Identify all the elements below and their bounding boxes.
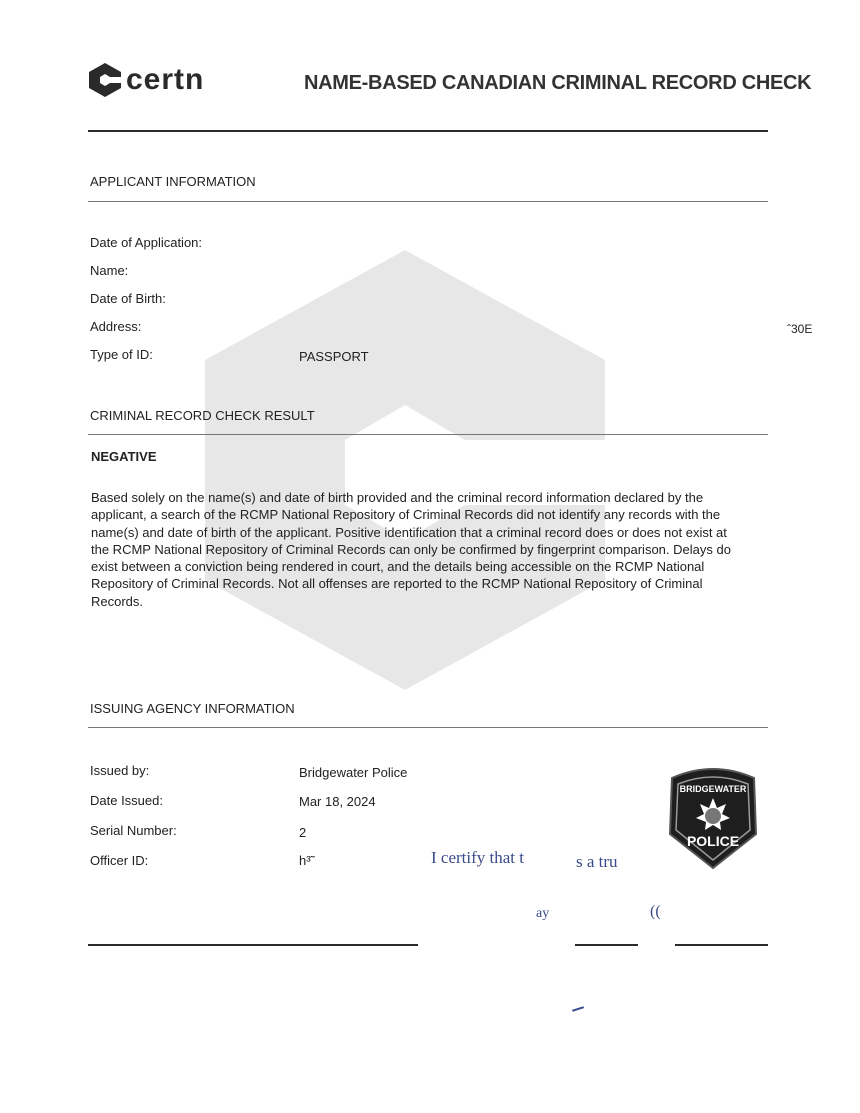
result-status: NEGATIVE — [91, 449, 157, 464]
result-paragraph: Based solely on the name(s) and date of birth provided and the criminal record information declared by the applicant, a search of the RCMP National Repository of Criminal Records did not identify any records with the name(s) and date of birth of the applicant. Positive identification that a criminal record does or does not exist at the RCMP National Repository of Criminal Records can only be confirmed by fingerprint comparison. Delays do exist between a conviction being rendered in court, and the details being accessible on the RCMP National Repository of Criminal Records. Not all offenses are reported to the RCMP National Repository of Criminal Records. — [91, 490, 731, 609]
date-of-birth-label: Date of Birth: — [90, 291, 166, 306]
officer-id-label: Officer ID: — [90, 853, 149, 868]
serial-number-value: 2 — [299, 825, 307, 840]
applicant-section-title: APPLICANT INFORMATION — [90, 174, 256, 189]
document-title: NAME-BASED CANADIAN CRIMINAL RECORD CHECK — [304, 72, 812, 94]
date-issued-label: Date Issued: — [90, 793, 163, 808]
name-label: Name: — [90, 263, 129, 278]
address-label: Address: — [90, 319, 142, 334]
certification-stamp-text-2: s a tru — [576, 852, 618, 871]
agency-section-title: ISSUING AGENCY INFORMATION — [90, 701, 295, 716]
badge-top-text: BRIDGEWATER — [679, 784, 747, 794]
badge-bottom-text: POLICE — [686, 833, 740, 849]
certn-logo-icon — [88, 62, 122, 98]
result-section-title: CRIMINAL RECORD CHECK RESULT — [90, 408, 315, 423]
result-divider — [88, 434, 768, 435]
issued-by-label: Issued by: — [90, 763, 150, 778]
stamp-dash-mark — [572, 1006, 584, 1012]
type-of-id-label: Type of ID: — [90, 347, 153, 362]
certn-logo-text: certn — [126, 63, 205, 96]
applicant-divider — [88, 201, 768, 202]
footer-divider-left — [88, 944, 418, 946]
certn-watermark — [205, 250, 605, 690]
footer-divider-mid — [575, 944, 638, 946]
type-of-id-value: PASSPORT — [299, 349, 369, 364]
footer-divider-right — [675, 944, 768, 946]
serial-number-label: Serial Number: — [90, 823, 177, 838]
issued-by-value: Bridgewater Police — [299, 765, 408, 780]
stamp-fragment-2: (( — [650, 903, 661, 920]
certification-stamp-text: I certify that t — [431, 848, 524, 867]
address-fragment: ˆ30E — [787, 322, 813, 336]
agency-divider — [88, 727, 768, 728]
bridgewater-police-badge — [664, 764, 762, 870]
officer-id-value: h³˜ — [299, 853, 315, 868]
header-divider — [88, 130, 768, 132]
date-of-application-label: Date of Application: — [90, 235, 203, 250]
stamp-fragment: ay — [536, 906, 550, 921]
certn-logo — [88, 62, 204, 98]
date-issued-value: Mar 18, 2024 — [299, 794, 376, 809]
